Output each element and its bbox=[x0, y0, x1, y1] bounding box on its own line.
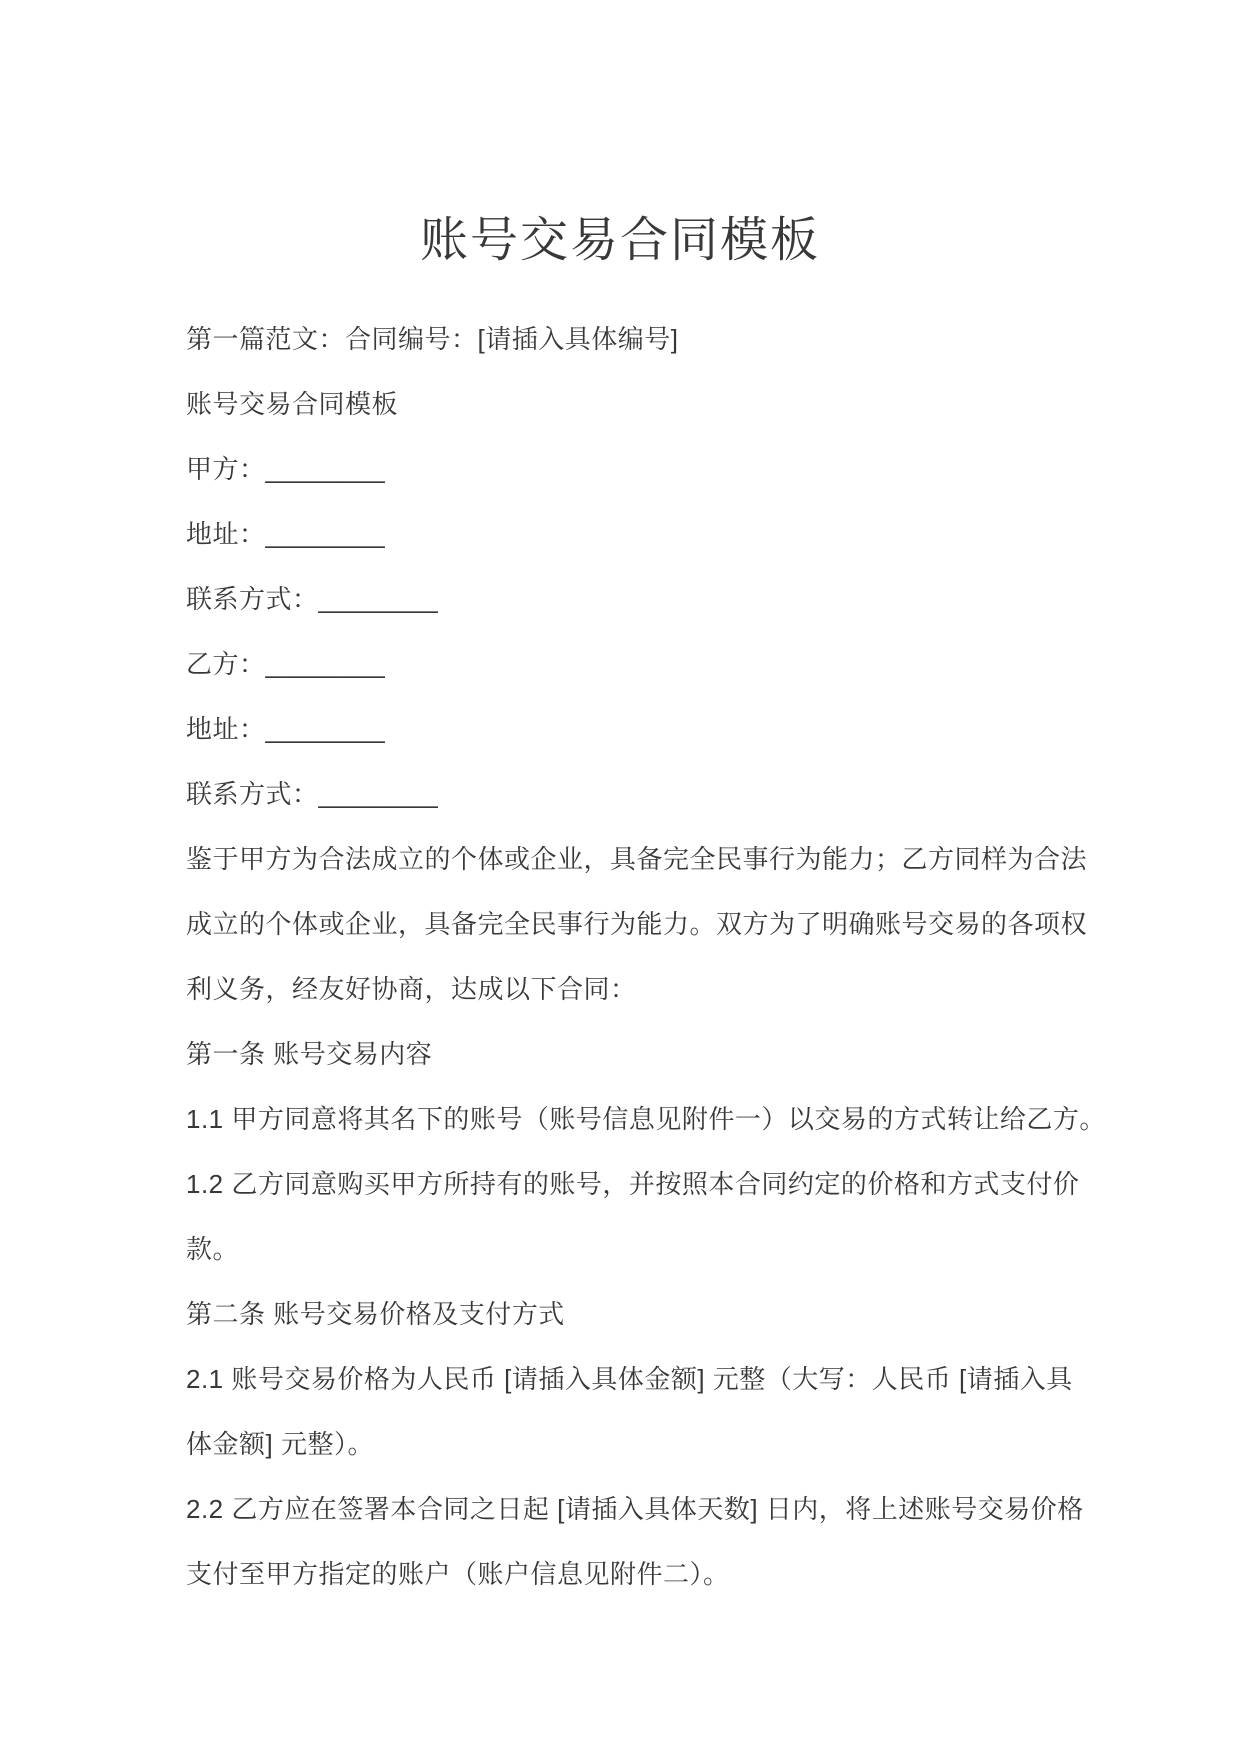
line-clause-2-2a: 2.2 乙方应在签署本合同之日起 [请插入具体天数] 日内，将上述账号交易价格 bbox=[186, 1494, 1084, 1524]
line-party-b: 乙方：________ bbox=[186, 649, 386, 679]
line-clause-1-1: 1.1 甲方同意将其名下的账号（账号信息见附件一）以交易的方式转让给乙方。 bbox=[186, 1104, 1106, 1134]
line-article-1-heading: 第一条 账号交易内容 bbox=[186, 1039, 433, 1069]
line-address-b: 地址：________ bbox=[186, 714, 386, 744]
line-contact-a: 联系方式：________ bbox=[186, 584, 439, 614]
line-address-a: 地址：________ bbox=[186, 519, 386, 549]
line-preamble-2: 成立的个体或企业，具备完全民事行为能力。双方为了明确账号交易的各项权 bbox=[186, 909, 1088, 939]
line-preamble-3: 利义务，经友好协商，达成以下合同： bbox=[186, 974, 637, 1004]
line-clause-2-2b: 支付至甲方指定的账户（账户信息见附件二）。 bbox=[186, 1559, 730, 1589]
line-clause-2-1a: 2.1 账号交易价格为人民币 [请插入具体金额] 元整（大写：人民币 [请插入具 bbox=[186, 1364, 1073, 1394]
line-contact-b: 联系方式：________ bbox=[186, 779, 439, 809]
line-preamble-1: 鉴于甲方为合法成立的个体或企业，具备完全民事行为能力；乙方同样为合法 bbox=[186, 844, 1088, 874]
line-clause-1-2b: 款。 bbox=[186, 1234, 240, 1264]
line-clause-1-2a: 1.2 乙方同意购买甲方所持有的账号，并按照本合同约定的价格和方式支付价 bbox=[186, 1169, 1080, 1199]
document-body bbox=[186, 307, 1106, 1607]
line-article-2-heading: 第二条 账号交易价格及支付方式 bbox=[186, 1299, 565, 1329]
line-party-a: 甲方：________ bbox=[186, 454, 386, 484]
line-contract-number: 第一篇范文：合同编号：[请插入具体编号] bbox=[186, 324, 679, 354]
line-clause-2-1b: 体金额] 元整）。 bbox=[186, 1429, 374, 1459]
document-title: 账号交易合同模板 bbox=[419, 214, 820, 267]
line-subtitle: 账号交易合同模板 bbox=[186, 389, 399, 419]
